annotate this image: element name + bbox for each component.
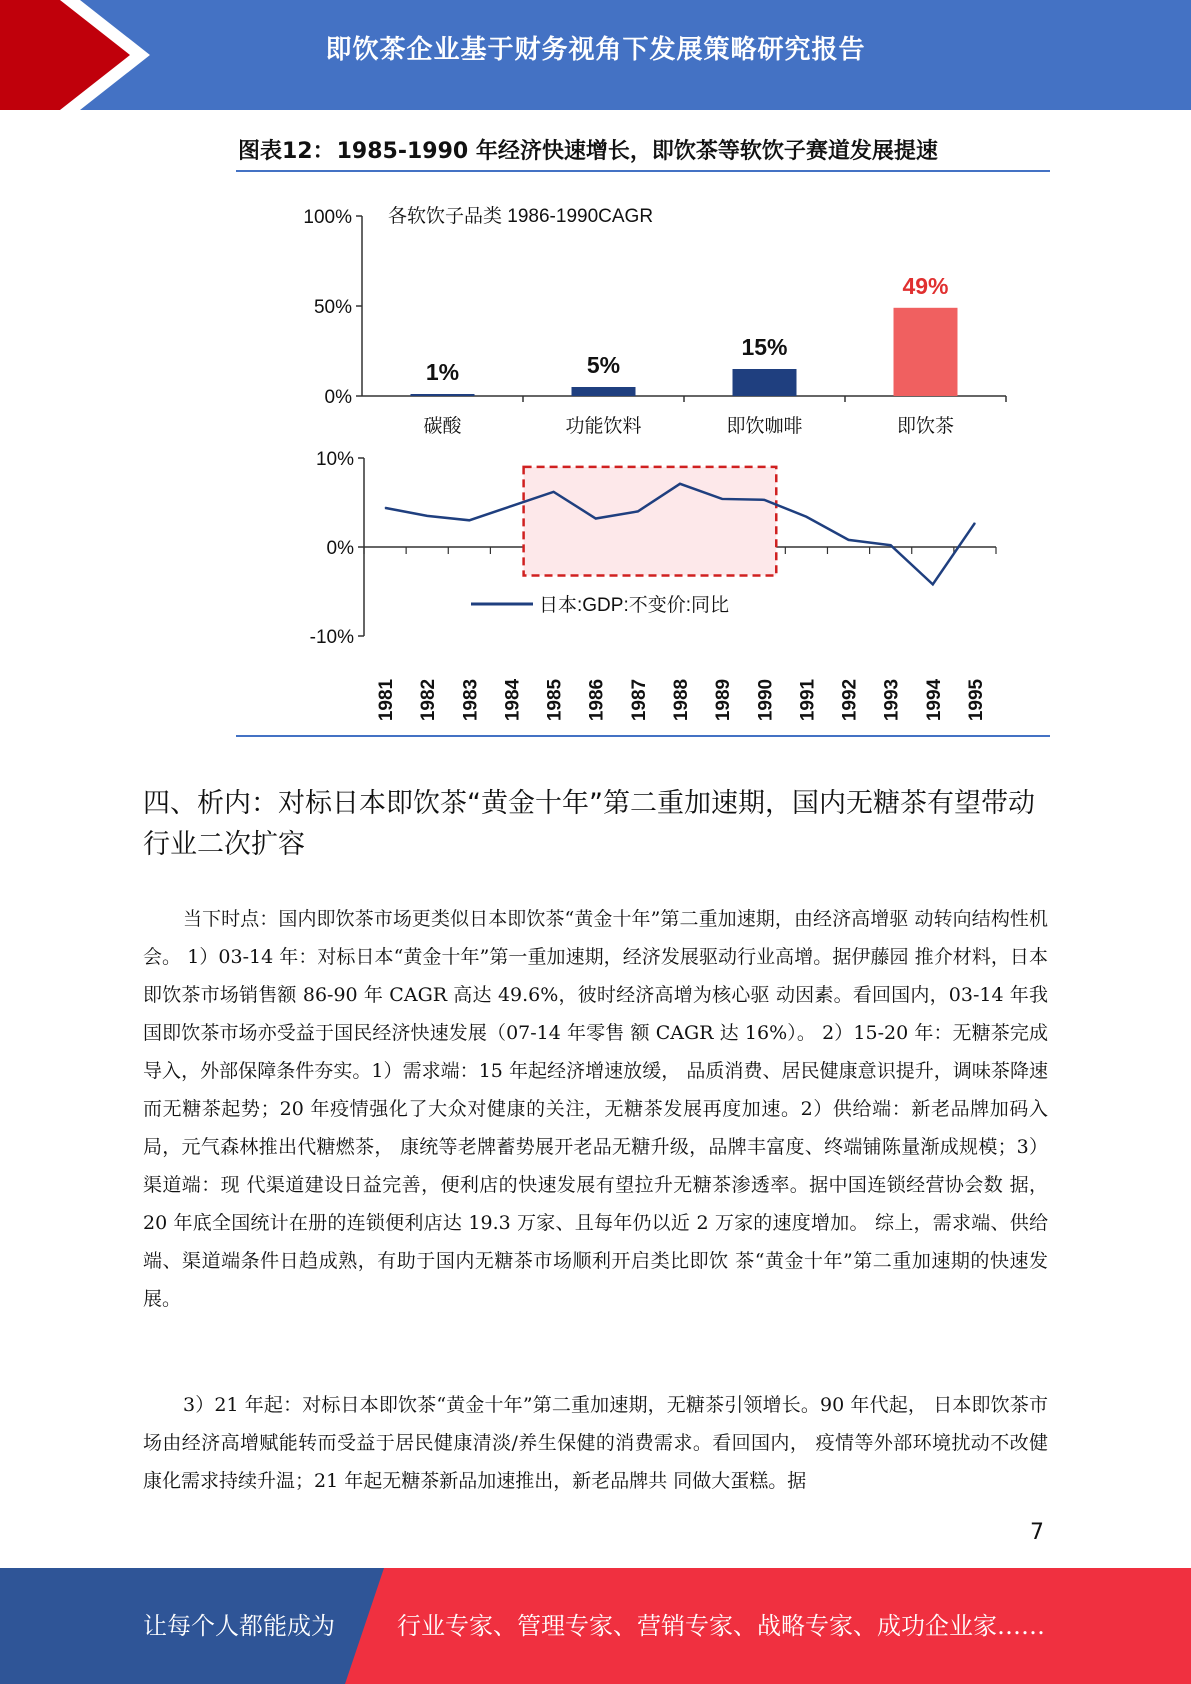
figure-caption-text: 1985-1990 年经济快速增长，即饮茶等软饮子赛道发展提速 xyxy=(336,139,938,164)
bar-value-label: 15% xyxy=(741,334,788,360)
gdp-data-point xyxy=(511,506,512,507)
gdp-data-point xyxy=(764,499,765,500)
line-x-tick-label: 1992 xyxy=(839,678,861,722)
gdp-data-point xyxy=(385,507,386,508)
figure-chart xyxy=(236,180,1050,740)
bar-category-label: 即饮咖啡 xyxy=(726,415,803,437)
bar-y-tick-label: 100% xyxy=(303,207,352,228)
gdp-data-point xyxy=(932,584,933,585)
figure-bottom-rule xyxy=(236,735,1050,737)
gdp-data-point xyxy=(974,522,975,523)
bar xyxy=(733,369,797,396)
figure-caption xyxy=(236,134,1050,172)
line-x-tick-label: 1983 xyxy=(460,678,482,722)
bar xyxy=(572,387,636,396)
line-x-tick-label: 1986 xyxy=(586,678,608,722)
line-x-tick-label: 1990 xyxy=(755,678,777,722)
bar xyxy=(411,394,475,396)
body-paragraph-2: 3）21 年起：对标日本即饮茶“黄金十年”第二重加速期，无糖茶引领增长。90 年代起， 日本即饮茶市场由经济高增赋能转而受益于居民健康清淡/养生保健的消费需求。看回国内， 疫情等外部环境扰动不改健康化需求持续升温；21 年起无糖茶新品加速推出，新老品牌共 同做大蛋糕。据 xyxy=(143,1394,1048,1492)
line-x-tick-label: 1991 xyxy=(797,678,819,722)
header-title: 即饮茶企业基于财务视角下发展策略研究报告 xyxy=(325,35,866,65)
gdp-data-point xyxy=(848,539,849,540)
footer-slogan-right: 行业专家、管理专家、营销专家、战略专家、成功企业家…… xyxy=(397,1612,1045,1640)
legend-label: 日本:GDP:不变价:同比 xyxy=(539,595,730,616)
bar-y-tick-label: 50% xyxy=(313,297,352,318)
line-x-tick-label: 1994 xyxy=(923,678,945,722)
gdp-data-point xyxy=(890,545,891,546)
bar-value-label: 1% xyxy=(425,359,460,385)
bar-y-tick-label: 0% xyxy=(324,387,352,408)
line-x-tick-label: 1993 xyxy=(881,678,903,722)
line-y-tick-label: 0% xyxy=(326,538,354,559)
line-x-tick-label: 1981 xyxy=(376,678,398,722)
page-footer xyxy=(0,1568,1191,1684)
gdp-data-point xyxy=(427,515,428,516)
bar-value-label: 5% xyxy=(586,352,621,378)
bar-chart-title: 各软饮子品类 1986-1990CAGR xyxy=(388,206,654,227)
section-heading: 四、析内：对标日本即饮茶“黄金十年”第二重加速期，国内无糖茶有望带动行业二次扩容 xyxy=(143,788,1035,860)
line-x-tick-label: 1987 xyxy=(628,678,650,722)
bar-category-label: 即饮茶 xyxy=(896,415,955,437)
highlight-box xyxy=(524,467,777,576)
gdp-data-point xyxy=(722,498,723,499)
gdp-data-point xyxy=(469,520,470,521)
line-y-tick-label: 10% xyxy=(315,449,354,470)
gdp-data-point xyxy=(637,511,638,512)
line-x-tick-label: 1985 xyxy=(544,678,566,722)
page-number: 7 xyxy=(1030,1520,1044,1545)
bar-category-label: 功能饮料 xyxy=(565,415,642,437)
gdp-data-point xyxy=(595,518,596,519)
bar xyxy=(894,308,958,396)
gdp-data-point xyxy=(806,516,807,517)
line-x-tick-label: 1989 xyxy=(713,678,735,722)
line-x-tick-label: 1995 xyxy=(965,678,987,722)
gdp-data-point xyxy=(553,491,554,492)
gdp-data-point xyxy=(680,483,681,484)
footer-slogan-left: 让每个人都能成为 xyxy=(143,1612,335,1640)
line-x-tick-label: 1988 xyxy=(671,678,692,722)
page-header xyxy=(0,0,1191,110)
figure-label: 图表12： xyxy=(238,139,335,164)
line-x-tick-label: 1982 xyxy=(418,678,440,722)
bar-category-label: 碳酸 xyxy=(423,415,462,437)
line-y-tick-label: -10% xyxy=(309,627,354,648)
chart-svg xyxy=(236,180,1050,740)
line-x-tick-label: 1984 xyxy=(502,678,524,722)
body-paragraph-1: 当下时点：国内即饮茶市场更类似日本即饮茶“黄金十年”第二重加速期，由经济高增驱 动转向结构性机会。 1）03-14 年：对标日本“黄金十年”第一重加速期，经济发展驱动行业高增。据伊藤园 推介材料，日本即饮茶市场销售额 86-90 年 CAGR 高达 49.6%，彼时经济高增为核心驱 动因素。看回国内，03-14 年我国即饮茶市场亦受益于国民经济快速发展（07-14 年零售 额 CAGR 达 16%）。 2）15-20 年：无糖茶完成导入，外部保障条件夯实。1）需求端：15 年起经济增速放缓， 品质消费、居民健康意识提升，调味茶降速而无糖茶起势；20 年疫情强化了大众对健康的关注，无糖茶发展再度加速。2）供给端：新老品牌加码入局，元气森林推出代糖燃茶， 康统等老牌蓄势展开老品无糖升级，品牌丰富度、终端铺陈量渐成规模；3）渠道端：现 代渠道建设日益完善，便利店的快速发展有望拉升无糖茶渗透率。据中国连锁经营协会数 据，20 年底全国统计在册的连锁便利店达 19.3 万家、且每年仍以近 2 万家的速度增加。 综上，需求端、供给端、渠道端条件日趋成熟，有助于国内无糖茶市场顺利开启类比即饮 茶“黄金十年”第二重加速期的快速发展。 xyxy=(143,908,1048,1310)
bar-value-label: 49% xyxy=(902,272,949,299)
